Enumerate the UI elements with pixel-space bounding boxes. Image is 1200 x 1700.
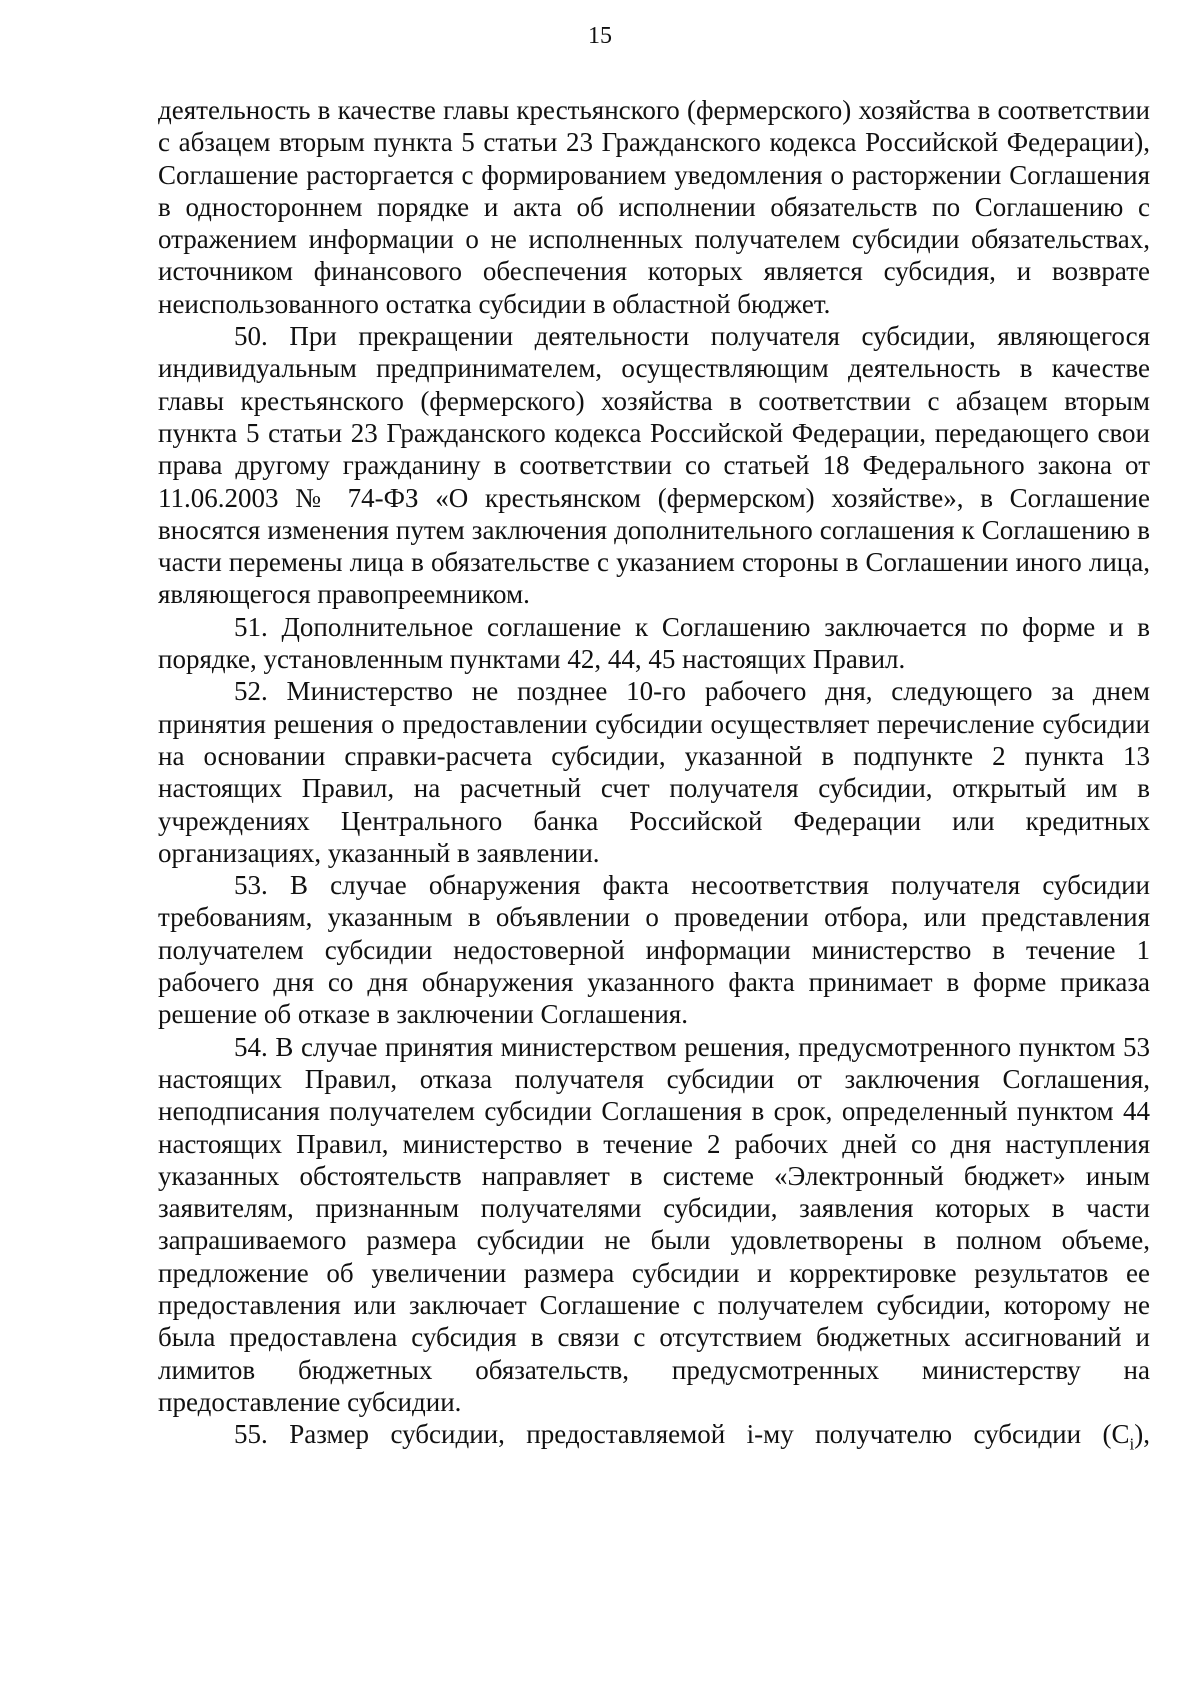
paragraph-51: 51. Дополнительное соглашение к Соглашению заключается по форме и в порядке, установленным пунктами 42, 44, 45 настоящих Правил.: [158, 611, 1150, 675]
paragraph-54: 54. В случае принятия министерством решения, предусмотренного пунктом 53 настоящих Правил, отказа получателя субсидии от заключения Соглашения, неподписания получателем субсидии Соглашения в срок, определенный пунктом 44 настоящих Правил, министерство в течение 2 рабочих дней со дня наступления указанных обстоятельств направляет в системе «Электронный бюджет» иным заявителям, признанным получателями субсидии, заявления которых в части запрашиваемого размера субсидии не были удовлетворены в полном объеме, предложение об увеличении размера субсидии и корректировке результатов ее предоставления или заключает Соглашение с получателем субсидии, которому не была предоставлена субсидия в связи с отсутствием бюджетных ассигнований и лимитов бюджетных обязательств, предусмотренных министерству на предоставление субсидии.: [158, 1031, 1150, 1417]
subscript-i: i: [1129, 1434, 1135, 1454]
document-body: [158, 94, 1150, 1454]
page-number: 15: [588, 23, 612, 49]
paragraph-55-text-after: ),: [1134, 1419, 1150, 1450]
paragraph-55-text-before: 55. Размер субсидии, предоставляемой i-му получателю субсидии (С: [234, 1419, 1130, 1450]
paragraph-53: 53. В случае обнаружения факта несоответствия получателя субсидии требованиям, указанным в объявлении о проведении отбора, или представления получателем субсидии недостоверной информации министерство в течение 1 рабочего дня со дня обнаружения указанного факта принимает в форме приказа решение об отказе в заключении Соглашения.: [158, 870, 1150, 1030]
paragraph-50: 50. При прекращении деятельности получателя субсидии, являющегося индивидуальным предпринимателем, осуществляющим деятельность в качестве главы крестьянского (фермерского) хозяйства в соответствии с абзацем вторым пункта 5 статьи 23 Гражданского кодекса Российской Федерации, передающего свои права другому гражданину в соответствии со статьей 18 Федерального закона от 11.06.2003 № 74-ФЗ «О крестьянском (фермерском) хозяйстве», в Соглашение вносятся изменения путем заключения дополнительного соглашения к Соглашению в части перемены лица в обязательстве с указанием стороны в Соглашении иного лица, являющегося правопреемником.: [158, 321, 1150, 610]
paragraph-49-continuation: деятельность в качестве главы крестьянского (фермерского) хозяйства в соответствии с абзацем вторым пункта 5 статьи 23 Гражданского кодекса Российской Федерации), Соглашение расторгается с формированием уведомления о расторжении Соглашения в одностороннем порядке и акта об исполнении обязательств по Соглашению с отражением информации о не исполненных получателем субсидии обязательствах, источником финансового обеспечения которых является субсидия, и возврате неиспользованного остатка субсидии в областной бюджет.: [158, 95, 1150, 319]
paragraph-55: [158, 1418, 1150, 1454]
paragraph-52: 52. Министерство не позднее 10-го рабочего дня, следующего за днем принятия решения о предоставлении субсидии осуществляет перечисление субсидии на основании справки-расчета субсидии, указанной в подпункте 2 пункта 13 настоящих Правил, на расчетный счет получателя субсидии, открытый им в учреждениях Центрального банка Российской Федерации или кредитных организациях, указанный в заявлении.: [158, 676, 1150, 868]
